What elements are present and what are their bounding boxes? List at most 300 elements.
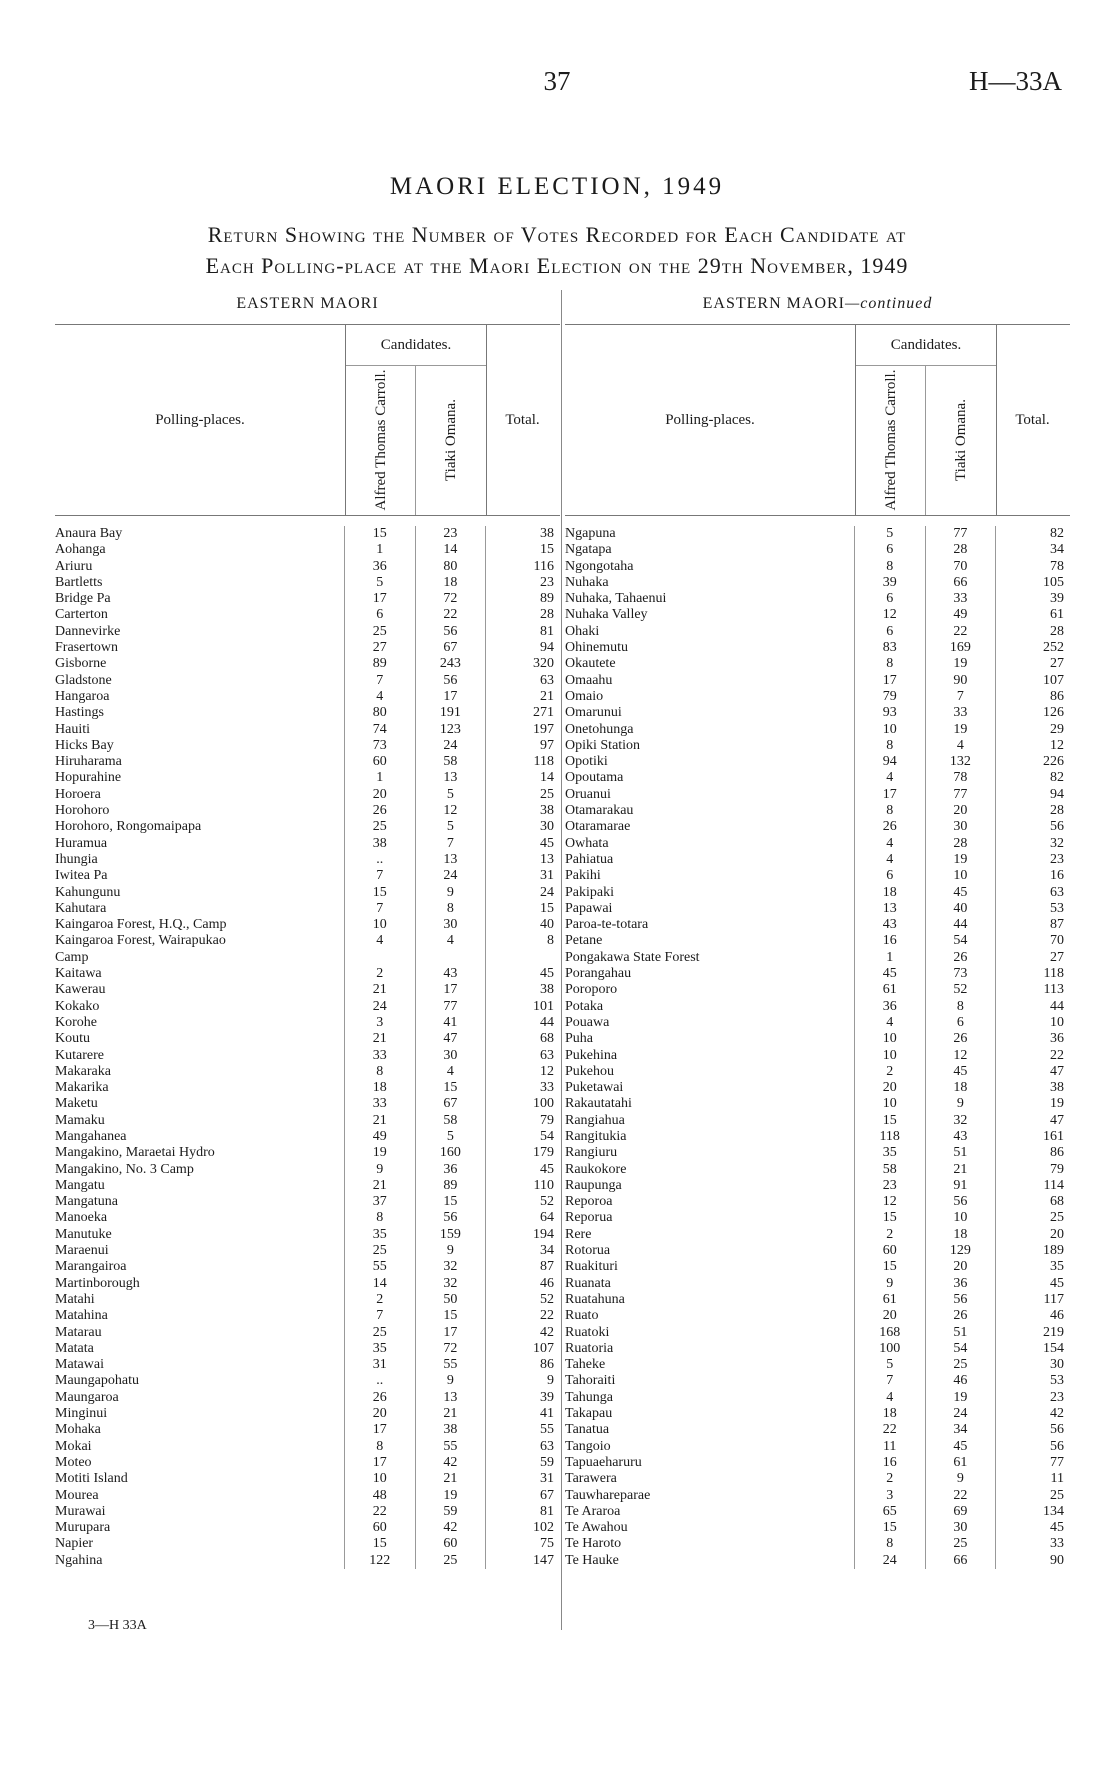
polling-place-name: Ruatoria [565, 1340, 614, 1356]
votes-carroll: 8 [344, 1439, 415, 1455]
polling-place-name: Matarau [55, 1324, 102, 1340]
table-row [565, 1048, 1070, 1064]
left-table-header [55, 324, 560, 516]
votes-carroll: 5 [344, 575, 415, 591]
right-table [565, 290, 1070, 1569]
polling-place-name: Rere [565, 1226, 592, 1242]
votes-omana: 19 [925, 1390, 996, 1406]
polling-place-name: Kaingaroa Forest, Wairapukao [55, 933, 226, 949]
votes-omana: 51 [925, 1325, 996, 1341]
votes-total: 86 [995, 1145, 1070, 1161]
votes-total: 86 [485, 1357, 560, 1373]
table-row [565, 1015, 1070, 1031]
votes-total: 70 [995, 933, 1070, 949]
polling-place-name: Ngapuna [565, 526, 616, 541]
votes-omana: 54 [925, 1341, 996, 1357]
table-row [565, 705, 1070, 721]
table-row [565, 1536, 1070, 1552]
votes-omana: 30 [925, 1520, 996, 1536]
votes-total: 114 [995, 1178, 1070, 1194]
votes-omana: 132 [925, 754, 996, 770]
votes-carroll: 25 [344, 819, 415, 835]
votes-carroll: 45 [854, 966, 925, 982]
polling-place-name: Mangatu [55, 1177, 105, 1193]
votes-omana: 9 [925, 1471, 996, 1487]
votes-total: 46 [485, 1276, 560, 1292]
polling-place-name: Hicks Bay [55, 737, 114, 753]
table-row [55, 770, 560, 786]
polling-place-name: Motiti Island [55, 1471, 128, 1487]
votes-omana: 8 [925, 999, 996, 1015]
votes-carroll: 18 [854, 1406, 925, 1422]
votes-total: 31 [485, 1471, 560, 1487]
votes-total: 20 [995, 1227, 1070, 1243]
polling-place-name: Pahiatua [565, 851, 614, 867]
table-row [55, 542, 560, 558]
votes-omana: 24 [415, 738, 486, 754]
votes-omana: 69 [925, 1504, 996, 1520]
votes-carroll: 12 [854, 1194, 925, 1210]
polling-place-name: Pouawa [565, 1014, 610, 1030]
table-row [55, 640, 560, 656]
polling-place-name: Tarawera [565, 1471, 617, 1487]
polling-place-name: Korohe [55, 1014, 97, 1030]
polling-place-name: Oruanui [565, 786, 611, 802]
table-row [565, 542, 1070, 558]
votes-total: 13 [485, 852, 560, 868]
votes-carroll: 8 [854, 656, 925, 672]
votes-omana: 7 [415, 836, 486, 852]
votes-omana: 77 [415, 999, 486, 1015]
table-row [565, 787, 1070, 803]
polling-place-name: Te Awahou [565, 1520, 628, 1536]
table-row [55, 1471, 560, 1487]
polling-place-name: Mangatuna [55, 1194, 118, 1210]
votes-carroll: 31 [344, 1357, 415, 1373]
votes-omana: 44 [925, 917, 996, 933]
polling-place-name: Nuhaka Valley [565, 607, 648, 623]
votes-omana: 13 [415, 770, 486, 786]
votes-total: 42 [485, 1325, 560, 1341]
votes-omana: 60 [415, 1536, 486, 1552]
table-row [565, 1064, 1070, 1080]
votes-total: 219 [995, 1325, 1070, 1341]
polling-place-name: Okautete [565, 656, 616, 672]
table-row [565, 1357, 1070, 1373]
votes-omana: 24 [415, 868, 486, 884]
table-row [55, 624, 560, 640]
votes-omana: 26 [925, 1308, 996, 1324]
votes-total: 44 [995, 999, 1070, 1015]
votes-carroll: 48 [344, 1488, 415, 1504]
votes-total: 28 [485, 607, 560, 623]
votes-omana: 56 [925, 1292, 996, 1308]
table-row [55, 836, 560, 852]
table-row [55, 1145, 560, 1161]
votes-total: 38 [485, 803, 560, 819]
votes-total: 41 [485, 1406, 560, 1422]
polling-place-name: Rangiuru [565, 1145, 618, 1161]
polling-place-name: Horohoro [55, 803, 110, 819]
votes-carroll: 25 [344, 1325, 415, 1341]
votes-carroll: 15 [344, 526, 415, 542]
polling-place-name: Maungapohatu [55, 1373, 139, 1389]
votes-carroll: 7 [854, 1373, 925, 1389]
votes-total: 107 [485, 1341, 560, 1357]
polling-place-name: Opoutama [565, 770, 624, 786]
document-title: MAORI ELECTION, 1949 [389, 173, 725, 200]
polling-place-name: Kaingaroa Forest, H.Q., Camp [55, 917, 227, 933]
votes-total: 271 [485, 705, 560, 721]
votes-total: 38 [485, 526, 560, 542]
votes-carroll: 6 [344, 607, 415, 623]
table-row [55, 1292, 560, 1308]
polling-place-name: Manutuke [55, 1226, 112, 1242]
votes-total: 110 [485, 1178, 560, 1194]
right-section-heading: EASTERN MAORI—continued [702, 295, 933, 312]
table-row [565, 1210, 1070, 1226]
votes-total: 52 [485, 1292, 560, 1308]
votes-total: 40 [485, 917, 560, 933]
votes-omana: 10 [925, 868, 996, 884]
votes-total: 116 [485, 559, 560, 575]
polling-place-name: Maketu [55, 1096, 98, 1112]
votes-omana: 56 [415, 624, 486, 640]
table-row [565, 1145, 1070, 1161]
votes-carroll: 17 [854, 787, 925, 803]
left-table-body [55, 526, 560, 1569]
table-row [565, 901, 1070, 917]
votes-carroll: 39 [854, 575, 925, 591]
votes-omana [415, 950, 486, 966]
polling-place-name: Opiki Station [565, 737, 641, 753]
table-row [565, 1553, 1070, 1569]
votes-omana: 38 [415, 1422, 486, 1438]
right-table-body [565, 526, 1070, 1569]
page-number: 37 [543, 66, 571, 96]
votes-total: 34 [485, 1243, 560, 1259]
votes-carroll: 58 [854, 1162, 925, 1178]
votes-omana: 46 [925, 1373, 996, 1389]
polling-place-name: Kutarere [55, 1047, 104, 1063]
total-header: Total. [505, 411, 540, 428]
votes-carroll: 80 [344, 705, 415, 721]
polling-place-name: Marangairoa [55, 1259, 127, 1275]
votes-omana: 72 [415, 591, 486, 607]
votes-carroll: 7 [344, 673, 415, 689]
votes-carroll: 2 [854, 1471, 925, 1487]
votes-total: 23 [995, 852, 1070, 868]
table-row [55, 803, 560, 819]
votes-carroll: 6 [854, 624, 925, 640]
votes-total: 63 [485, 1048, 560, 1064]
table-row [565, 738, 1070, 754]
votes-carroll: 1 [854, 950, 925, 966]
votes-omana: 30 [415, 917, 486, 933]
votes-omana: 47 [415, 1031, 486, 1047]
votes-total: 118 [485, 754, 560, 770]
table-row [55, 1553, 560, 1569]
votes-omana: 21 [925, 1162, 996, 1178]
votes-total: 63 [485, 1439, 560, 1455]
table-row [55, 1015, 560, 1031]
votes-omana: 43 [415, 966, 486, 982]
votes-total: 78 [995, 559, 1070, 575]
table-row [55, 950, 560, 966]
votes-omana: 123 [415, 722, 486, 738]
votes-omana: 159 [415, 1227, 486, 1243]
votes-carroll: 100 [854, 1341, 925, 1357]
table-row [565, 1455, 1070, 1471]
table-row [565, 868, 1070, 884]
votes-total: 23 [995, 1390, 1070, 1406]
polling-place-name: Matata [55, 1340, 94, 1356]
table-row [565, 933, 1070, 949]
polling-place-name: Reporoa [565, 1194, 613, 1210]
votes-carroll: 2 [854, 1227, 925, 1243]
votes-carroll: 4 [854, 1015, 925, 1031]
polling-place-name: Hopurahine [55, 770, 122, 786]
polling-place-name: Camp [55, 949, 89, 965]
votes-carroll: 13 [854, 901, 925, 917]
polling-place-name: Kokako [55, 998, 100, 1014]
votes-omana: 25 [925, 1536, 996, 1552]
polling-place-name: Otamarakau [565, 803, 634, 819]
votes-carroll: 9 [854, 1276, 925, 1292]
polling-place-name: Tapuaeharuru [565, 1454, 642, 1470]
votes-carroll: 24 [854, 1553, 925, 1569]
table-row [55, 705, 560, 721]
votes-total: 56 [995, 1422, 1070, 1438]
votes-omana: 56 [415, 673, 486, 689]
votes-carroll: 17 [344, 591, 415, 607]
votes-carroll: 89 [344, 656, 415, 672]
table-row [55, 999, 560, 1015]
table-row [565, 1520, 1070, 1536]
votes-total: 56 [995, 819, 1070, 835]
votes-omana: 21 [415, 1406, 486, 1422]
polling-place-name: Gisborne [55, 656, 107, 672]
polling-place-name: Pakipaki [565, 884, 614, 900]
table-row [55, 1357, 560, 1373]
votes-omana: 5 [415, 1129, 486, 1145]
votes-carroll: 15 [344, 885, 415, 901]
votes-omana: 89 [415, 1178, 486, 1194]
votes-total: 87 [485, 1259, 560, 1275]
votes-omana: 43 [925, 1129, 996, 1145]
votes-total: 25 [995, 1488, 1070, 1504]
votes-carroll: 2 [854, 1064, 925, 1080]
votes-omana: 25 [925, 1357, 996, 1373]
votes-omana: 6 [925, 1015, 996, 1031]
table-row [55, 917, 560, 933]
votes-omana: 15 [415, 1194, 486, 1210]
votes-omana: 18 [925, 1227, 996, 1243]
polling-place-name: Ruatahuna [565, 1291, 625, 1307]
table-row [565, 1129, 1070, 1145]
votes-carroll: 10 [854, 722, 925, 738]
votes-total: 28 [995, 803, 1070, 819]
votes-total: 52 [485, 1194, 560, 1210]
polling-place-name: Rangitukia [565, 1128, 627, 1144]
table-row [55, 1422, 560, 1438]
votes-omana: 9 [415, 885, 486, 901]
votes-total: 23 [485, 575, 560, 591]
votes-total: 39 [485, 1390, 560, 1406]
table-row [565, 1406, 1070, 1422]
votes-carroll: 2 [344, 966, 415, 982]
table-row [55, 1194, 560, 1210]
votes-total: 75 [485, 1536, 560, 1552]
votes-omana: 72 [415, 1341, 486, 1357]
votes-carroll: 1 [344, 770, 415, 786]
polling-place-name: Takapau [565, 1406, 613, 1422]
votes-carroll: .. [344, 852, 415, 868]
votes-total: 102 [485, 1520, 560, 1536]
votes-carroll: 7 [344, 868, 415, 884]
table-row [55, 722, 560, 738]
table-row [565, 885, 1070, 901]
votes-omana: 9 [925, 1096, 996, 1112]
votes-omana: 20 [925, 1259, 996, 1275]
table-row [565, 950, 1070, 966]
votes-omana: 51 [925, 1145, 996, 1161]
candidate-1-header: Alfred Thomas Carroll. [345, 365, 416, 515]
votes-total: 47 [995, 1113, 1070, 1129]
votes-omana: 45 [925, 1064, 996, 1080]
table-row [565, 1471, 1070, 1487]
table-row [55, 689, 560, 705]
votes-total: 94 [485, 640, 560, 656]
table-row [565, 1227, 1070, 1243]
polling-place-name: Opotiki [565, 754, 608, 770]
votes-carroll: 33 [344, 1048, 415, 1064]
votes-carroll: 26 [344, 803, 415, 819]
votes-carroll: 35 [854, 1145, 925, 1161]
votes-carroll: 17 [344, 1455, 415, 1471]
table-row [565, 656, 1070, 672]
table-row [565, 819, 1070, 835]
polling-place-name: Hiruharama [55, 754, 122, 770]
votes-total: 15 [485, 901, 560, 917]
votes-total: 64 [485, 1210, 560, 1226]
table-row [55, 901, 560, 917]
votes-carroll [344, 950, 415, 966]
candidate-2-header: Tiaki Omana. [415, 365, 487, 515]
votes-carroll: 5 [854, 526, 925, 542]
votes-omana: 52 [925, 982, 996, 998]
votes-total: 25 [995, 1210, 1070, 1226]
table-row [55, 1129, 560, 1145]
polling-places-header: Polling-places. [155, 411, 245, 428]
votes-total: 14 [485, 770, 560, 786]
polling-place-name: Owhata [565, 835, 609, 851]
votes-carroll: 7 [344, 901, 415, 917]
votes-carroll: 8 [344, 1210, 415, 1226]
votes-omana: 49 [925, 607, 996, 623]
table-row [55, 1096, 560, 1112]
votes-carroll: 21 [344, 982, 415, 998]
votes-omana: 13 [415, 852, 486, 868]
votes-total: 25 [485, 787, 560, 803]
votes-total: 126 [995, 705, 1070, 721]
polling-place-name: Kahungunu [55, 884, 121, 900]
votes-carroll: 10 [854, 1096, 925, 1112]
votes-total: 9 [485, 1373, 560, 1389]
table-row [565, 1113, 1070, 1129]
table-row [55, 966, 560, 982]
votes-omana: 169 [925, 640, 996, 656]
votes-total: 97 [485, 738, 560, 754]
votes-carroll: 73 [344, 738, 415, 754]
votes-carroll: 36 [344, 559, 415, 575]
polling-place-name: Maraenui [55, 1243, 109, 1259]
polling-place-name: Ruatoki [565, 1324, 610, 1340]
votes-total: 105 [995, 575, 1070, 591]
table-row [565, 1373, 1070, 1389]
votes-omana: 5 [415, 819, 486, 835]
votes-omana: 18 [415, 575, 486, 591]
table-row [565, 689, 1070, 705]
polling-place-name: Tahunga [565, 1389, 614, 1405]
votes-omana: 19 [925, 852, 996, 868]
votes-total: 27 [995, 950, 1070, 966]
votes-total: 67 [485, 1488, 560, 1504]
votes-carroll: 25 [344, 624, 415, 640]
total-header: Total. [1015, 411, 1050, 428]
votes-omana: 14 [415, 542, 486, 558]
votes-total: 12 [995, 738, 1070, 754]
votes-carroll: 65 [854, 1504, 925, 1520]
votes-carroll: 7 [344, 1308, 415, 1324]
votes-omana: 36 [415, 1162, 486, 1178]
votes-omana: 9 [415, 1373, 486, 1389]
votes-total: 189 [995, 1243, 1070, 1259]
votes-total: 8 [485, 933, 560, 949]
table-row [565, 1080, 1070, 1096]
table-row [55, 738, 560, 754]
votes-total: 53 [995, 901, 1070, 917]
votes-omana: 22 [925, 624, 996, 640]
polling-place-name: Kahutara [55, 900, 107, 916]
votes-carroll: 4 [854, 852, 925, 868]
votes-carroll: 20 [344, 787, 415, 803]
polling-place-name: Aohanga [55, 542, 106, 558]
votes-omana: 58 [415, 754, 486, 770]
votes-total: 56 [995, 1439, 1070, 1455]
votes-carroll: 1 [344, 542, 415, 558]
votes-omana: 7 [925, 689, 996, 705]
votes-carroll: 37 [344, 1194, 415, 1210]
votes-total: 55 [485, 1422, 560, 1438]
votes-carroll: 33 [344, 1096, 415, 1112]
polling-place-name: Pongakawa State Forest [565, 949, 700, 965]
table-row [55, 1504, 560, 1520]
polling-place-name: Matawai [55, 1357, 104, 1373]
table-row [55, 1536, 560, 1552]
votes-carroll: 18 [344, 1080, 415, 1096]
votes-omana: 59 [415, 1504, 486, 1520]
polling-place-name: Otaramarae [565, 819, 631, 835]
votes-omana: 22 [925, 1488, 996, 1504]
votes-omana: 4 [415, 933, 486, 949]
table-row [565, 624, 1070, 640]
votes-total: 46 [995, 1308, 1070, 1324]
votes-carroll: 8 [854, 1536, 925, 1552]
table-row [565, 1194, 1070, 1210]
polling-place-name: Mangahanea [55, 1128, 127, 1144]
votes-total: 79 [995, 1162, 1070, 1178]
